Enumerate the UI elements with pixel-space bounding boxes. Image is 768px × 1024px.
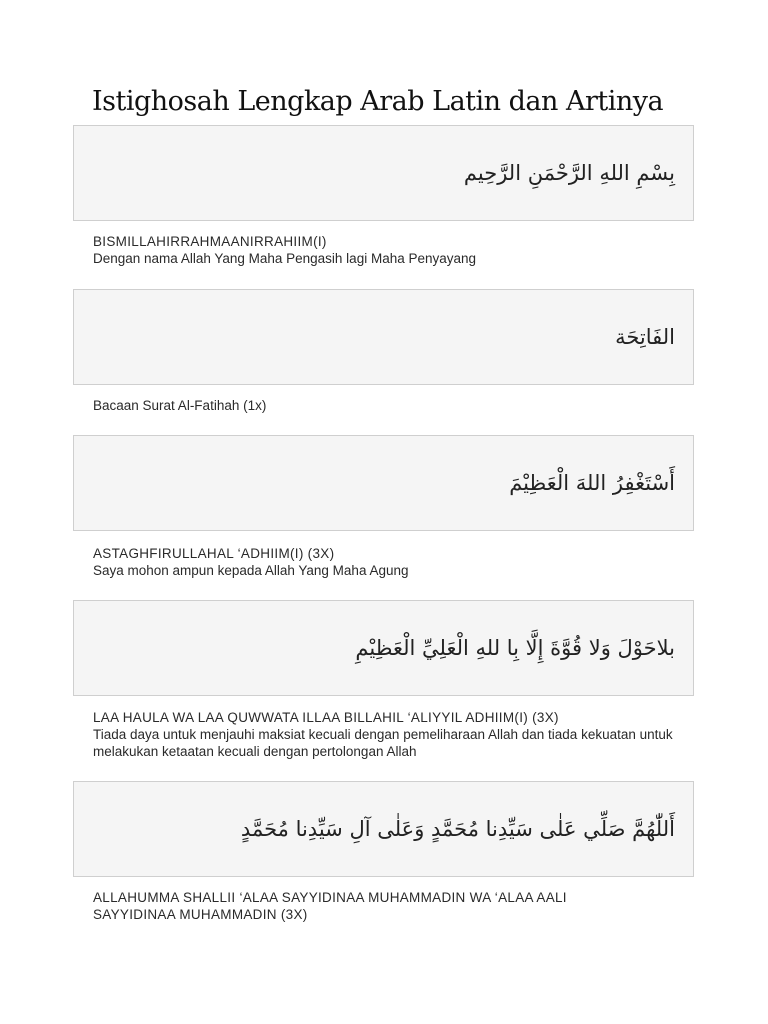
arabic-text: الفَاتِحَة [615,325,675,349]
caption-shalawat [93,889,653,923]
latin-transliteration: BISMILLAHIRRAHMAANIRRAHIIM(I) [93,234,327,249]
latin-transliteration: ASTAGHFIRULLAHAL ‘ADHIIM(I) (3X) [93,546,335,561]
caption-fatihah [93,397,673,414]
arabic-text: أَسْتَغْفِرُ اللهَ الْعَظِيْمَ [509,471,675,495]
meaning-text: Saya mohon ampun kepada Allah Yang Maha Agung [93,563,409,578]
arabic-text: أَللّٰهُمَّ صَلِّي عَلٰى سَيِّدِنا مُحَمَّدٍ وَعَلٰى آلِ سَيِّدِنا مُحَمَّدٍ [240,817,675,841]
arabic-text: بِسْمِ اللهِ الرَّحْمَنِ الرَّحِيم [463,161,675,185]
meaning-text: Bacaan Surat Al-Fatihah (1x) [93,398,267,413]
arabic-box-shalawat [73,781,694,877]
arabic-text: بلاحَوْلَ وَلا قُوَّةَ إِلَّا بِا للهِ الْعَلِيِّ الْعَظِيْمِ [355,636,675,660]
arabic-box-fatihah [73,289,694,385]
page-title: Istighosah Lengkap Arab Latin dan Artinya [92,86,664,117]
latin-transliteration: ALLAHUMMA SHALLII ‘ALAA SAYYIDINAA MUHAMMADIN WA ‘ALAA AALI SAYYIDINAA MUHAMMADIN (3X) [93,890,567,922]
arabic-box-istighfar [73,435,694,531]
arabic-box-hauqalah [73,600,694,696]
arabic-box-basmalah [73,125,694,221]
caption-istighfar [93,545,673,579]
caption-hauqalah [93,709,673,760]
latin-transliteration: LAA HAULA WA LAA QUWWATA ILLAA BILLAHIL ‘ALIYYIL ADHIIM(I) (3X) [93,710,559,725]
caption-basmalah [93,233,673,267]
meaning-text: Tiada daya untuk menjauhi maksiat kecuali dengan pemeliharaan Allah dan tiada kekuatan untuk melakukan ketaatan kecuali dengan pertolongan Allah [93,727,673,759]
meaning-text: Dengan nama Allah Yang Maha Pengasih lagi Maha Penyayang [93,251,477,266]
